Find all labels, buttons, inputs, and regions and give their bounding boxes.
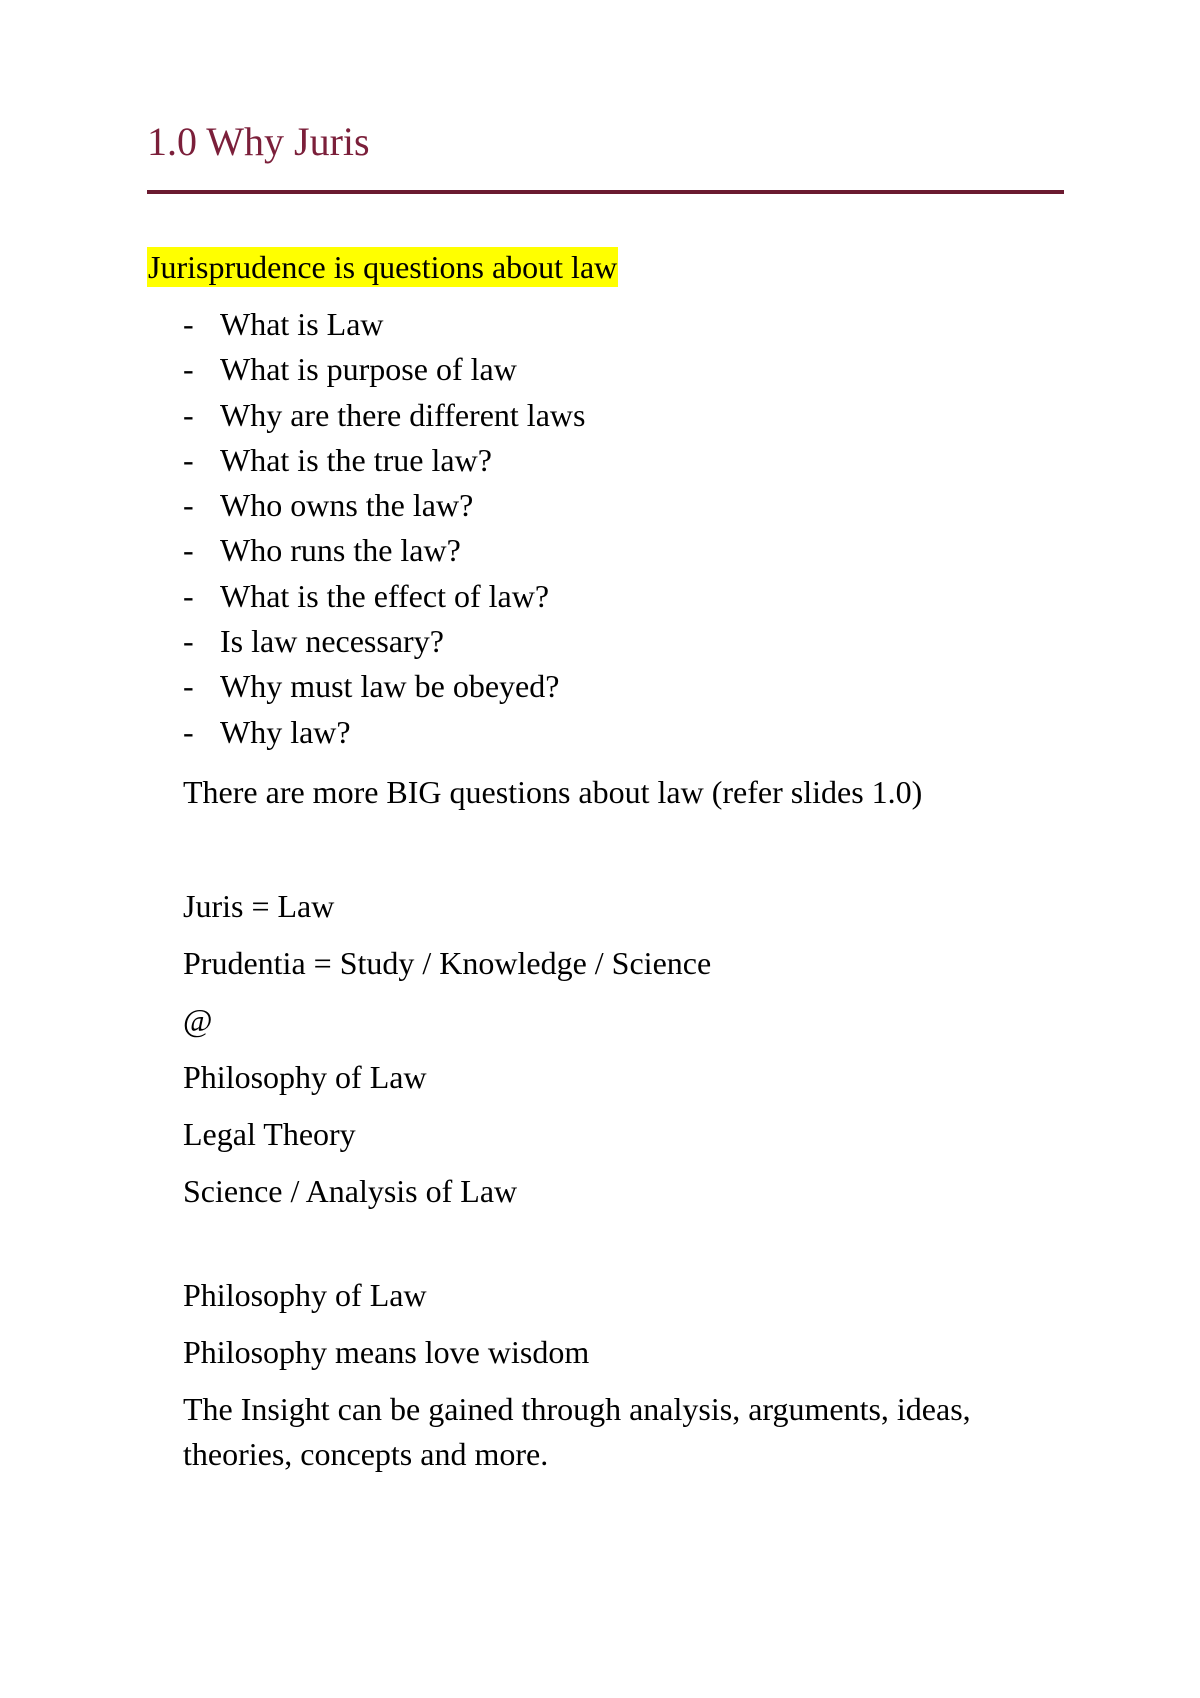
question-text: Who owns the law? <box>220 487 474 524</box>
question-text: What is Law <box>220 306 384 342</box>
prudentia-definition: Prudentia = Study / Knowledge / Science <box>183 945 712 981</box>
page-title: 1.0 Why Juris <box>147 119 370 164</box>
list-item <box>183 576 585 621</box>
list-item <box>183 530 585 575</box>
highlighted-lead-sentence: Jurisprudence is questions about law <box>148 249 618 285</box>
question-list <box>183 304 585 757</box>
alt-term-legal-theory: Legal Theory <box>183 1116 356 1152</box>
bullet-dash: - <box>183 623 194 660</box>
bullet-dash: - <box>183 532 194 569</box>
list-item <box>183 349 585 394</box>
list-item <box>183 485 585 530</box>
bullet-dash: - <box>183 306 194 342</box>
alt-term-science-analysis: Science / Analysis of Law <box>183 1173 518 1209</box>
bullet-dash: - <box>183 441 194 478</box>
list-item <box>183 712 585 757</box>
question-text: Who runs the law? <box>220 532 461 569</box>
bullet-dash: - <box>183 713 194 750</box>
bullet-dash: - <box>183 351 194 388</box>
list-item <box>183 666 585 711</box>
list-item <box>183 621 585 666</box>
question-text: Why must law be obeyed? <box>220 668 560 705</box>
juris-definition: Juris = Law <box>183 888 335 924</box>
philosophy-insight: The Insight can be gained through analysis, arguments, ideas, theories, concepts and more. <box>183 1391 971 1472</box>
alt-symbol: @ <box>183 1002 213 1038</box>
question-text: Is law necessary? <box>220 623 444 660</box>
list-item <box>183 304 585 349</box>
question-text: Why are there different laws <box>220 396 586 433</box>
more-questions-note: There are more BIG questions about law (refer slides 1.0) <box>183 774 923 810</box>
question-text: What is the effect of law? <box>220 577 550 614</box>
alt-term-philosophy-of-law: Philosophy of Law <box>183 1059 427 1095</box>
bullet-dash: - <box>183 487 194 524</box>
question-text: What is the true law? <box>220 441 492 478</box>
philosophy-heading: Philosophy of Law <box>183 1277 427 1313</box>
bullet-dash: - <box>183 668 194 705</box>
bullet-dash: - <box>183 396 194 433</box>
list-item <box>183 395 585 440</box>
question-text: What is purpose of law <box>220 351 517 388</box>
question-text: Why law? <box>220 713 351 750</box>
bullet-dash: - <box>183 577 194 614</box>
list-item <box>183 440 585 485</box>
title-underline-rule <box>147 190 1064 194</box>
philosophy-meaning: Philosophy means love wisdom <box>183 1334 590 1370</box>
